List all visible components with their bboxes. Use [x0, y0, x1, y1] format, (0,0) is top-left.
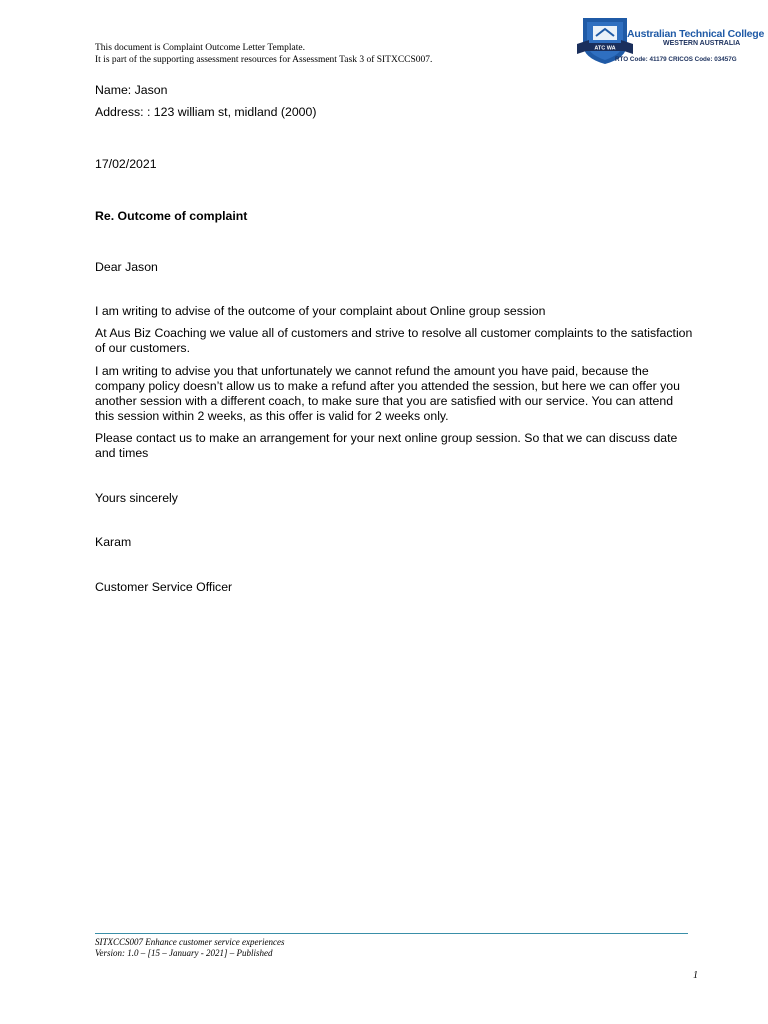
document-header-note [95, 43, 432, 66]
letter-signer: Karam [95, 535, 132, 549]
letter-salutation: Dear Jason [95, 260, 158, 274]
signer-title: Customer Service Officer [95, 580, 233, 594]
logo-badge-text: ATC WA [594, 45, 616, 52]
college-codes: RTO Code: 41179 CRICOS Code: 03457G [615, 56, 737, 63]
college-name: Australian Technical College [627, 28, 765, 40]
letter-subject: Re. Outcome of complaint [95, 209, 248, 223]
page-number: 1 [693, 970, 698, 981]
footer-divider [95, 933, 688, 934]
header-line-1: This document is Complaint Outcome Letter Template. [95, 43, 305, 53]
paragraph-2: At Aus Biz Coaching we value all of customers and strive to resolve all customer complaints to the satisfaction of our customers. [95, 326, 693, 355]
college-logo [575, 14, 765, 66]
paragraph-1: I am writing to advise of the outcome of your complaint about Online group session [95, 304, 546, 318]
footer-line-1: SITXCCS007 Enhance customer service experiences [95, 937, 285, 947]
letter-date: 17/02/2021 [95, 157, 157, 171]
letter-closing: Yours sincerely [95, 491, 178, 505]
paragraph-3: I am writing to advise you that unfortunately we cannot refund the amount you have paid, because the company policy doesn’t allow us to make a refund after you attended the session, but here we can offer you another session with a different coach, to make sure that you are satisfied with our service. You can attend this session within 2 weeks, as this offer is valid for 2 weeks only. [95, 364, 680, 423]
recipient-address: Address: : 123 william st, midland (2000) [95, 105, 317, 119]
header-line-2: It is part of the supporting assessment resources for Assessment Task 3 of SITXCCS007. [95, 54, 433, 65]
college-region: WESTERN AUSTRALIA [663, 40, 741, 47]
recipient-name: Name: Jason [95, 83, 168, 97]
paragraph-4: Please contact us to make an arrangement for your next online group session. So that we can discuss date and times [95, 431, 678, 460]
document-footer [95, 937, 284, 958]
footer-line-2: Version: 1.0 – [15 – January - 2021] – Published [95, 947, 273, 958]
